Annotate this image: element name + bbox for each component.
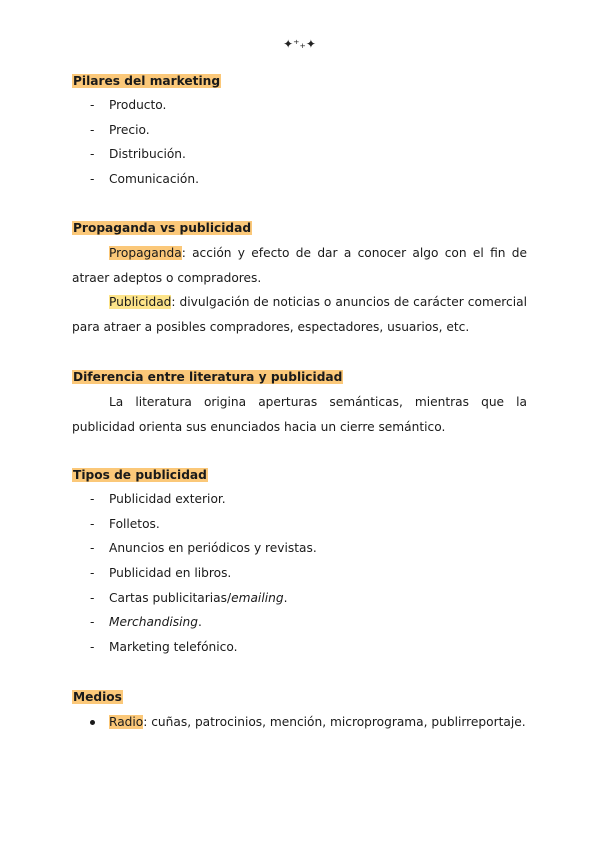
list-item: - Producto. <box>72 97 527 122</box>
list-item: - Publicidad exterior. <box>72 491 527 516</box>
heading-tipos: Tipos de publicidad <box>73 468 207 482</box>
list-item: Radio: cuñas, patrocinios, mención, microprograma, publirreportaje. <box>72 714 527 731</box>
paragraph-diferencia: La literatura origina aperturas semánticas, mientras que la publicidad orienta sus enunciados hacia un cierre semántico. <box>72 395 527 434</box>
list-item: - Cartas publicitarias/emailing. <box>72 590 527 615</box>
tipos-list <box>72 491 527 664</box>
heading-propaganda: Propaganda vs publicidad <box>73 221 252 235</box>
list-item: - Merchandising. <box>72 614 527 639</box>
section-propaganda <box>72 221 527 340</box>
term-radio: Radio <box>109 715 144 729</box>
section-pilares <box>72 74 527 196</box>
list-item: - Folletos. <box>72 516 527 541</box>
heading-pilares: Pilares del marketing <box>73 74 221 88</box>
list-item: - Precio. <box>72 122 527 147</box>
heading-diferencia: Diferencia entre literatura y publicidad <box>73 370 343 384</box>
decorative-sparkle-mark: ✦⁺₊✦ <box>283 37 316 51</box>
pilares-list <box>72 97 527 196</box>
paragraph-propaganda: Propaganda: acción y efecto de dar a conocer algo con el fin de atraer adeptos o compradores. <box>72 246 527 285</box>
heading-medios: Medios <box>73 690 122 704</box>
term-publicidad: Publicidad <box>109 295 172 310</box>
list-item: - Publicidad en libros. <box>72 565 527 590</box>
medios-list <box>72 714 527 731</box>
section-tipos <box>72 468 527 664</box>
list-item: - Anuncios en periódicos y revistas. <box>72 540 527 565</box>
term-propaganda: Propaganda <box>109 246 182 260</box>
section-medios <box>72 690 527 731</box>
list-item: - Marketing telefónico. <box>72 639 527 664</box>
list-item: - Comunicación. <box>72 171 527 196</box>
list-item: - Distribución. <box>72 146 527 171</box>
paragraph-publicidad: Publicidad: divulgación de noticias o anuncios de carácter comercial para atraer a posibles compradores, espectadores, usuarios, etc. <box>72 295 527 335</box>
section-diferencia <box>72 370 527 439</box>
